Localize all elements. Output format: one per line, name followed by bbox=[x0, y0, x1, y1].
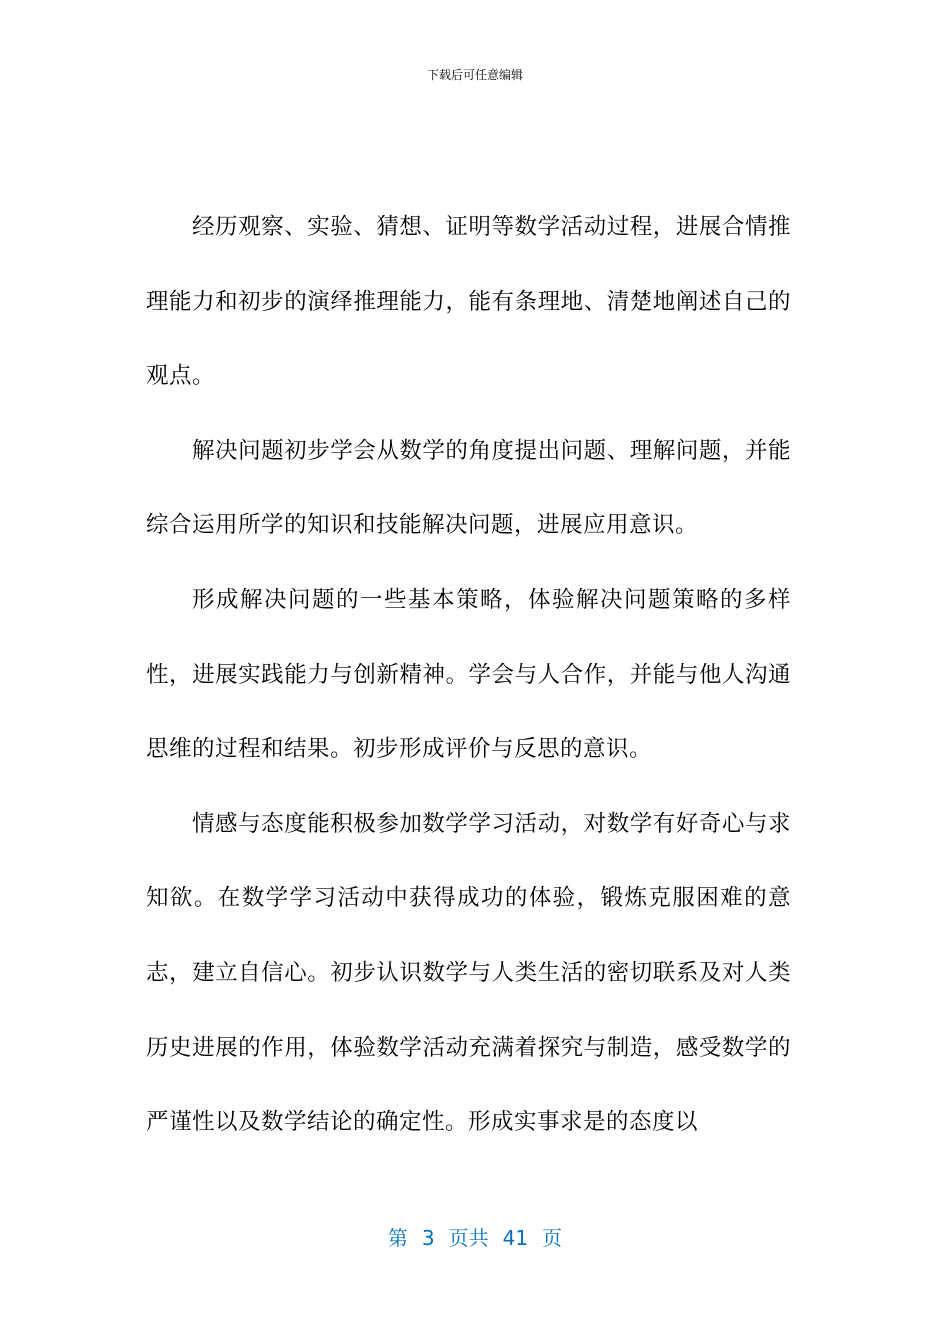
document-body bbox=[146, 190, 791, 1160]
footer-middle: 页共 bbox=[448, 1226, 489, 1250]
footer-suffix: 页 bbox=[542, 1226, 563, 1250]
paragraph-3: 形成解决问题的一些基本策略，体验解决问题策略的多样性，进展实践能力与创新精神。学会与人合作，并能与他人沟通思维的过程和结果。初步形成评价与反思的意识。 bbox=[146, 586, 791, 763]
footer-total-pages: 41 bbox=[502, 1226, 529, 1250]
paragraph-1: 经历观察、实验、猜想、证明等数学活动过程，进展合情推理能力和初步的演绎推理能力，能有条理地、清楚地阐述自己的观点。 bbox=[146, 214, 791, 390]
page-footer bbox=[0, 1224, 950, 1252]
paragraph-2: 解决问题初步学会从数学的角度提出问题、理解问题，并能综合运用所学的知识和技能解决问题，进展应用意识。 bbox=[146, 437, 791, 539]
paragraph-4: 情感与态度能积极参加数学学习活动，对数学有好奇心与求知欲。在数学学习活动中获得成功的体验，锻炼克服困难的意志，建立自信心。初步认识数学与人类生活的密切联系及对人类历史进展的作用，体验数学活动充满着探究与制造，感受数学的严谨性以及数学结论的确定性。形成实事求是的态度以 bbox=[146, 810, 791, 1136]
footer-prefix: 第 bbox=[387, 1226, 408, 1250]
footer-current-page: 3 bbox=[421, 1226, 435, 1250]
header-note: 下载后可任意编辑 bbox=[426, 68, 523, 82]
